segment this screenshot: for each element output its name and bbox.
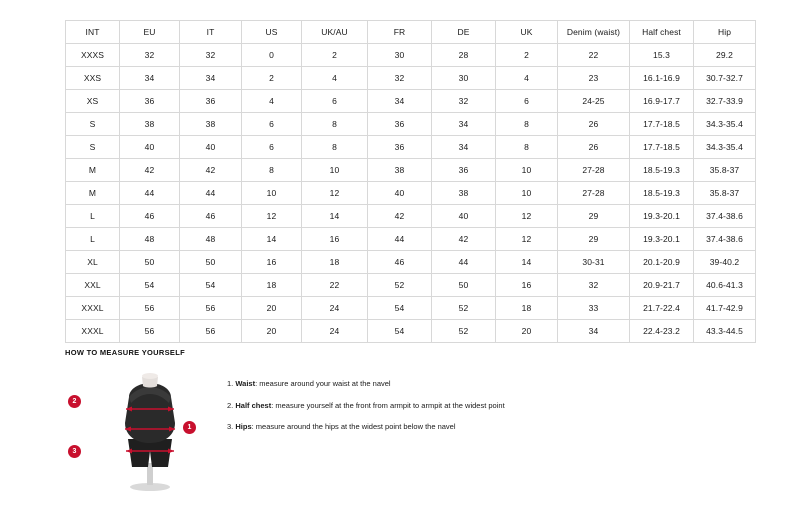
cell-uk: 10	[496, 159, 558, 182]
cell-denim-waist: 29	[558, 228, 630, 251]
table-row	[66, 182, 756, 205]
cell-us: 0	[242, 44, 302, 67]
table-row	[66, 297, 756, 320]
cell-it: 36	[180, 90, 242, 113]
cell-denim-waist: 27-28	[558, 159, 630, 182]
cell-de: 44	[432, 251, 496, 274]
cell-fr: 36	[368, 136, 432, 159]
cell-fr: 46	[368, 251, 432, 274]
cell-fr: 34	[368, 90, 432, 113]
cell-it: 48	[180, 228, 242, 251]
cell-uk-au: 10	[302, 159, 368, 182]
measure-step-text: : measure around your waist at the navel	[255, 379, 391, 388]
cell-de: 32	[432, 90, 496, 113]
cell-int: M	[66, 182, 120, 205]
cell-uk-au: 2	[302, 44, 368, 67]
cell-it: 44	[180, 182, 242, 205]
measure-step-number: 1.	[227, 379, 234, 388]
cell-de: 36	[432, 159, 496, 182]
cell-int: L	[66, 205, 120, 228]
cell-us: 6	[242, 113, 302, 136]
measure-step-half-chest	[227, 401, 505, 412]
cell-uk: 20	[496, 320, 558, 343]
cell-uk: 4	[496, 67, 558, 90]
size-chart-table	[65, 20, 756, 343]
how-to-measure-body	[65, 367, 733, 492]
cell-hip: 35.8-37	[694, 182, 756, 205]
measure-step-term: Hips	[235, 422, 252, 431]
cell-hip: 40.6-41.3	[694, 274, 756, 297]
cell-denim-waist: 32	[558, 274, 630, 297]
cell-hip: 37.4-38.6	[694, 228, 756, 251]
measure-step-term: Half chest	[235, 400, 272, 410]
column-header-uk-au: UK/AU	[302, 21, 368, 44]
cell-uk: 2	[496, 44, 558, 67]
cell-hip: 30.7-32.7	[694, 67, 756, 90]
cell-fr: 36	[368, 113, 432, 136]
cell-us: 12	[242, 205, 302, 228]
cell-int: S	[66, 136, 120, 159]
cell-uk: 12	[496, 228, 558, 251]
measure-step-text: : measure yourself at the front from armpit to armpit at the widest point	[271, 400, 505, 410]
cell-it: 56	[180, 297, 242, 320]
cell-half-chest: 19.3-20.1	[630, 205, 694, 228]
cell-fr: 30	[368, 44, 432, 67]
cell-half-chest: 18.5-19.3	[630, 182, 694, 205]
column-header-half-chest: Half chest	[630, 21, 694, 44]
cell-fr: 54	[368, 297, 432, 320]
cell-de: 50	[432, 274, 496, 297]
cell-uk-au: 22	[302, 274, 368, 297]
cell-it: 56	[180, 320, 242, 343]
cell-eu: 50	[120, 251, 180, 274]
cell-hip: 39-40.2	[694, 251, 756, 274]
cell-de: 38	[432, 182, 496, 205]
column-header-de: DE	[432, 21, 496, 44]
cell-int: XXXS	[66, 44, 120, 67]
cell-denim-waist: 27-28	[558, 182, 630, 205]
cell-denim-waist: 30-31	[558, 251, 630, 274]
cell-it: 50	[180, 251, 242, 274]
measure-badge-2: 2	[68, 395, 81, 408]
cell-fr: 42	[368, 205, 432, 228]
column-header-it: IT	[180, 21, 242, 44]
cell-it: 32	[180, 44, 242, 67]
cell-it: 42	[180, 159, 242, 182]
measure-steps-list	[227, 367, 505, 444]
table-body	[66, 44, 756, 343]
cell-uk-au: 24	[302, 320, 368, 343]
cell-half-chest: 18.5-19.3	[630, 159, 694, 182]
cell-int: S	[66, 113, 120, 136]
cell-de: 34	[432, 113, 496, 136]
cell-us: 2	[242, 67, 302, 90]
cell-half-chest: 20.1-20.9	[630, 251, 694, 274]
cell-eu: 46	[120, 205, 180, 228]
table-header	[66, 21, 756, 44]
cell-uk-au: 16	[302, 228, 368, 251]
column-header-int: INT	[66, 21, 120, 44]
table-row	[66, 251, 756, 274]
cell-denim-waist: 34	[558, 320, 630, 343]
cell-uk: 16	[496, 274, 558, 297]
cell-uk-au: 4	[302, 67, 368, 90]
cell-hip: 43.3-44.5	[694, 320, 756, 343]
cell-de: 34	[432, 136, 496, 159]
table-header-row	[66, 21, 756, 44]
cell-us: 16	[242, 251, 302, 274]
cell-uk: 14	[496, 251, 558, 274]
cell-half-chest: 17.7-18.5	[630, 113, 694, 136]
cell-us: 10	[242, 182, 302, 205]
how-to-measure-section	[65, 348, 733, 492]
cell-eu: 36	[120, 90, 180, 113]
cell-eu: 38	[120, 113, 180, 136]
table-row	[66, 205, 756, 228]
cell-fr: 44	[368, 228, 432, 251]
cell-half-chest: 16.9-17.7	[630, 90, 694, 113]
cell-it: 46	[180, 205, 242, 228]
cell-fr: 54	[368, 320, 432, 343]
cell-half-chest: 15.3	[630, 44, 694, 67]
cell-uk-au: 8	[302, 113, 368, 136]
measure-step-text: : measure around the hips at the widest point below the navel	[251, 422, 456, 431]
cell-half-chest: 17.7-18.5	[630, 136, 694, 159]
cell-half-chest: 21.7-22.4	[630, 297, 694, 320]
cell-int: M	[66, 159, 120, 182]
cell-hip: 37.4-38.6	[694, 205, 756, 228]
column-header-denim-waist: Denim (waist)	[558, 21, 630, 44]
cell-de: 42	[432, 228, 496, 251]
cell-half-chest: 20.9-21.7	[630, 274, 694, 297]
cell-us: 20	[242, 297, 302, 320]
cell-eu: 56	[120, 297, 180, 320]
cell-int: XXS	[66, 67, 120, 90]
cell-uk: 8	[496, 113, 558, 136]
cell-uk-au: 14	[302, 205, 368, 228]
measure-badge-1: 1	[183, 421, 196, 434]
table-row	[66, 113, 756, 136]
mannequin-illustration	[72, 367, 205, 492]
table-row	[66, 320, 756, 343]
cell-fr: 40	[368, 182, 432, 205]
table-row	[66, 274, 756, 297]
cell-denim-waist: 33	[558, 297, 630, 320]
cell-us: 14	[242, 228, 302, 251]
cell-hip: 34.3-35.4	[694, 136, 756, 159]
cell-uk: 12	[496, 205, 558, 228]
column-header-uk: UK	[496, 21, 558, 44]
cell-eu: 32	[120, 44, 180, 67]
column-header-hip: Hip	[694, 21, 756, 44]
measure-badge-3: 3	[68, 445, 81, 458]
cell-fr: 38	[368, 159, 432, 182]
measure-step-hips	[227, 422, 505, 433]
cell-half-chest: 19.3-20.1	[630, 228, 694, 251]
size-chart-container	[65, 20, 743, 343]
cell-eu: 54	[120, 274, 180, 297]
cell-fr: 32	[368, 67, 432, 90]
cell-us: 4	[242, 90, 302, 113]
cell-denim-waist: 29	[558, 205, 630, 228]
cell-de: 30	[432, 67, 496, 90]
cell-eu: 48	[120, 228, 180, 251]
table-row	[66, 136, 756, 159]
cell-denim-waist: 24-25	[558, 90, 630, 113]
column-header-us: US	[242, 21, 302, 44]
cell-eu: 44	[120, 182, 180, 205]
cell-hip: 41.7-42.9	[694, 297, 756, 320]
cell-half-chest: 22.4-23.2	[630, 320, 694, 343]
measure-step-number: 3.	[227, 422, 234, 431]
cell-int: XXL	[66, 274, 120, 297]
table-row	[66, 67, 756, 90]
cell-half-chest: 16.1-16.9	[630, 67, 694, 90]
cell-eu: 42	[120, 159, 180, 182]
cell-it: 38	[180, 113, 242, 136]
cell-us: 8	[242, 159, 302, 182]
cell-eu: 34	[120, 67, 180, 90]
cell-int: L	[66, 228, 120, 251]
cell-fr: 52	[368, 274, 432, 297]
cell-hip: 34.3-35.4	[694, 113, 756, 136]
cell-denim-waist: 26	[558, 136, 630, 159]
table-row	[66, 44, 756, 67]
cell-uk-au: 24	[302, 297, 368, 320]
cell-eu: 56	[120, 320, 180, 343]
cell-uk-au: 18	[302, 251, 368, 274]
cell-int: XXXL	[66, 297, 120, 320]
cell-us: 6	[242, 136, 302, 159]
cell-denim-waist: 22	[558, 44, 630, 67]
cell-de: 52	[432, 320, 496, 343]
table-row	[66, 228, 756, 251]
cell-uk-au: 6	[302, 90, 368, 113]
cell-uk: 6	[496, 90, 558, 113]
measure-step-term: Waist	[235, 379, 256, 388]
cell-uk: 18	[496, 297, 558, 320]
cell-de: 28	[432, 44, 496, 67]
table-row	[66, 159, 756, 182]
how-to-measure-title: HOW TO MEASURE YOURSELF	[65, 348, 185, 357]
cell-uk: 10	[496, 182, 558, 205]
column-header-fr: FR	[368, 21, 432, 44]
cell-it: 54	[180, 274, 242, 297]
cell-uk-au: 12	[302, 182, 368, 205]
cell-us: 18	[242, 274, 302, 297]
cell-us: 20	[242, 320, 302, 343]
measure-step-waist	[227, 379, 505, 390]
cell-de: 52	[432, 297, 496, 320]
cell-uk-au: 8	[302, 136, 368, 159]
cell-it: 40	[180, 136, 242, 159]
table-row	[66, 90, 756, 113]
cell-eu: 40	[120, 136, 180, 159]
measure-step-number: 2.	[227, 400, 234, 410]
cell-hip: 32.7-33.9	[694, 90, 756, 113]
cell-de: 40	[432, 205, 496, 228]
cell-int: XS	[66, 90, 120, 113]
cell-hip: 35.8-37	[694, 159, 756, 182]
cell-hip: 29.2	[694, 44, 756, 67]
cell-denim-waist: 23	[558, 67, 630, 90]
cell-denim-waist: 26	[558, 113, 630, 136]
cell-uk: 8	[496, 136, 558, 159]
cell-it: 34	[180, 67, 242, 90]
cell-int: XL	[66, 251, 120, 274]
cell-int: XXXL	[66, 320, 120, 343]
column-header-eu: EU	[120, 21, 180, 44]
